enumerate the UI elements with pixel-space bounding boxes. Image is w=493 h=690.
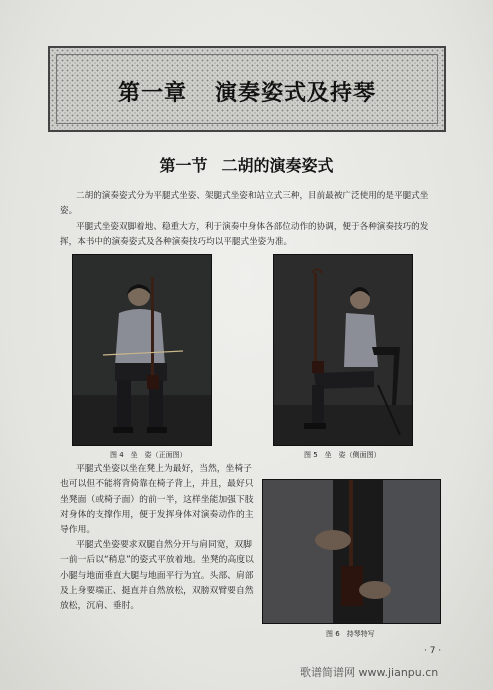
chapter-banner (48, 46, 446, 132)
chapter-name: 演奏姿式及持琴 (215, 81, 377, 106)
caption-fig4: 图 4 坐 姿（正面图） (110, 451, 187, 459)
section-name: 二胡的演奏姿式 (221, 156, 334, 175)
paragraph-flat-leg: 平腿式坐姿双脚着地、稳重大方，利于演奏中身体各部位动作的协调，便于各种演奏技巧的发挥，本书中的演奏姿式及各种演奏技巧均以平腿式坐姿为准。 (60, 222, 429, 247)
watermark: 歌谱简谱网 www.jianpu.cn (300, 666, 439, 679)
chapter-title (50, 76, 444, 107)
paragraph-stool: 平腿式坐姿以坐在凳上为最好，当然，坐椅子也可以但不能将背倚靠在椅子背上，并且，最好只坐凳面（或椅子面）的前一半，这样坐能加强下肢对身体的支撑作用，便于发挥身体对演奏动作的主导作用。 (60, 464, 254, 536)
chapter-number: 第一章 (117, 81, 187, 106)
section-number: 第一节 (159, 156, 208, 175)
paragraph-intro: 二胡的演奏姿式分为平腿式坐姿、架腿式坐姿和站立式三种，目前最被广泛使用的是平腿式坐姿。 (60, 191, 429, 216)
caption-fig5: 图 5 坐 姿（侧面图） (304, 451, 381, 459)
paragraph-posture: 平腿式坐姿要求双腿自然分开与肩同宽，双脚一前一后以“稍息”的姿式平放着地。坐凳的高度以小腿与地面垂直大腿与地面平行为宜。头部、肩部及上身要端正、挺直并自然放松，双膀双臂要自然放松，沉肩、垂肘。 (60, 540, 254, 612)
photo-front-view (72, 254, 212, 446)
photo-side-view (273, 254, 413, 446)
page-number: · 7 · (424, 646, 442, 656)
caption-fig6: 图 6 持琴特写 (326, 630, 375, 638)
photo-holding-closeup (262, 479, 441, 624)
section-title (0, 153, 493, 176)
